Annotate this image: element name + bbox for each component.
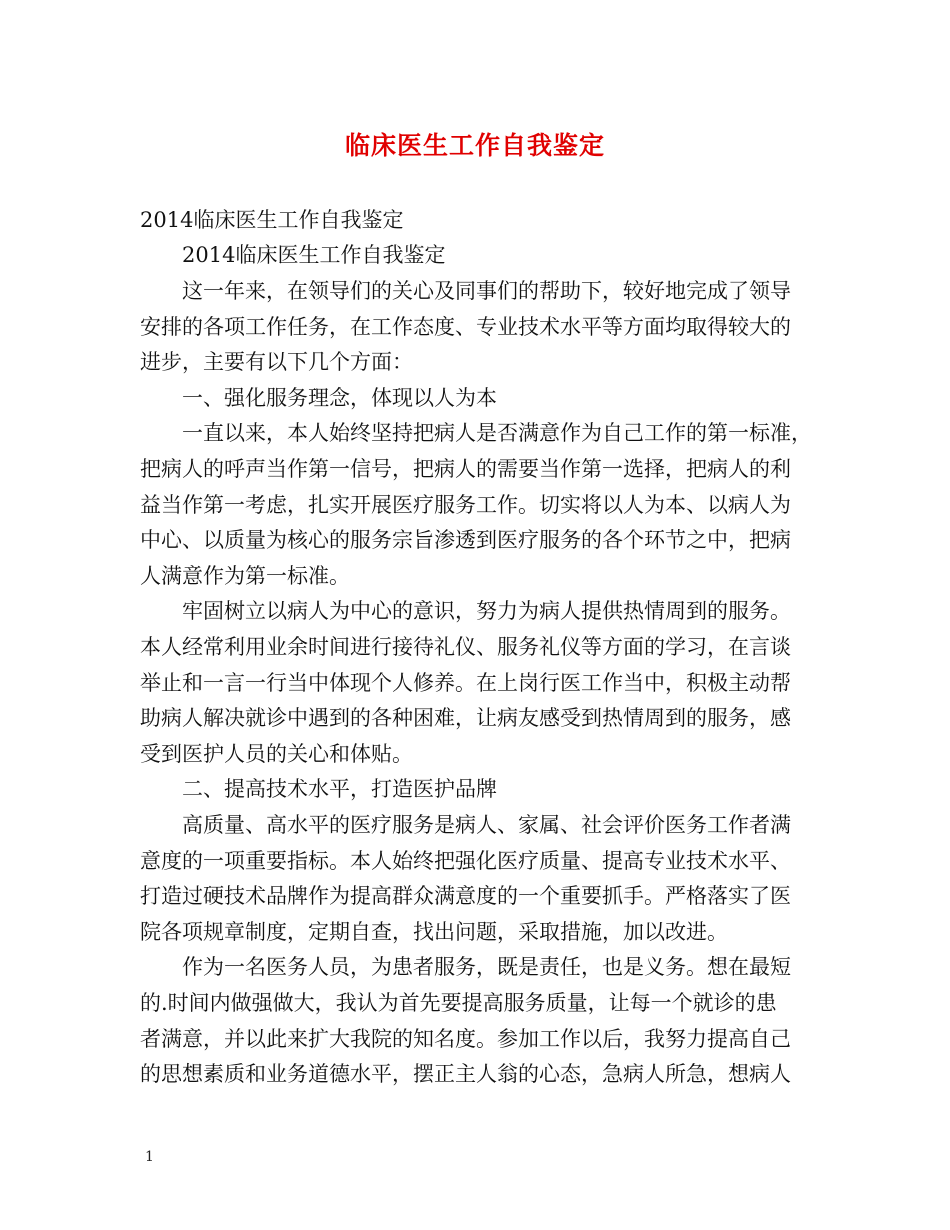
body-line: 进步，主要有以下几个方面：	[140, 350, 413, 374]
body-line: 院各项规章制度，定期自查，找出问题，采取措施，加以改进。	[140, 920, 728, 944]
body-line: 益当作第一考虑，扎实开展医疗服务工作。切实将以人为本、以病人为	[140, 493, 791, 517]
body-line: 者满意，并以此来扩大我院的知名度。参加工作以后，我努力提高自己	[140, 1027, 791, 1051]
body-line: 把病人的呼声当作第一信号，把病人的需要当作第一选择，把病人的利	[140, 457, 791, 481]
body-line: 2014临床医生工作自我鉴定	[140, 208, 404, 232]
body-line: 本人经常利用业余时间进行接待礼仪、服务礼仪等方面的学习，在言谈	[140, 635, 791, 659]
body-line: 的.时间内做强做大，我认为首先要提高服务质量，让每一个就诊的患	[140, 991, 777, 1015]
body-line: 意度的一项重要指标。本人始终把强化医疗质量、提高专业技术水平、	[140, 849, 791, 873]
body-line: 人满意作为第一标准。	[140, 564, 350, 588]
body-line: 举止和一言一行当中体现个人修养。在上岗行医工作当中，积极主动帮	[140, 671, 791, 695]
body-line: 受到医护人员的关心和体贴。	[140, 742, 413, 766]
section-heading: 一、强化服务理念，体现以人为本	[182, 386, 497, 410]
body-line: 打造过硬技术品牌作为提高群众满意度的一个重要抓手。严格落实了医	[140, 884, 791, 908]
body-line: 一直以来，本人始终坚持把病人是否满意作为自己工作的第一标准，	[182, 421, 812, 445]
body-line: 高质量、高水平的医疗服务是病人、家属、社会评价医务工作者满	[182, 813, 791, 837]
body-line: 的思想素质和业务道德水平，摆正主人翁的心态，急病人所急，想病人	[140, 1062, 791, 1086]
section-heading: 二、提高技术水平，打造医护品牌	[182, 777, 497, 801]
body-line: 中心、以质量为核心的服务宗旨渗透到医疗服务的各个环节之中，把病	[140, 528, 791, 552]
body-line: 安排的各项工作任务，在工作态度、专业技术水平等方面均取得较大的	[140, 315, 791, 339]
body-line: 2014临床医生工作自我鉴定	[182, 243, 446, 267]
body-line: 助病人解决就诊中遇到的各种困难，让病友感受到热情周到的服务，感	[140, 706, 791, 730]
body-line: 作为一名医务人员，为患者服务，既是责任，也是义务。想在最短	[182, 955, 791, 979]
document-title: 临床医生工作自我鉴定	[344, 131, 605, 160]
page-number: 1	[145, 1149, 154, 1165]
body-line: 牢固树立以病人为中心的意识，努力为病人提供热情周到的服务。	[182, 599, 791, 623]
body-line: 这一年来，在领导们的关心及同事们的帮助下，较好地完成了领导	[182, 279, 791, 303]
